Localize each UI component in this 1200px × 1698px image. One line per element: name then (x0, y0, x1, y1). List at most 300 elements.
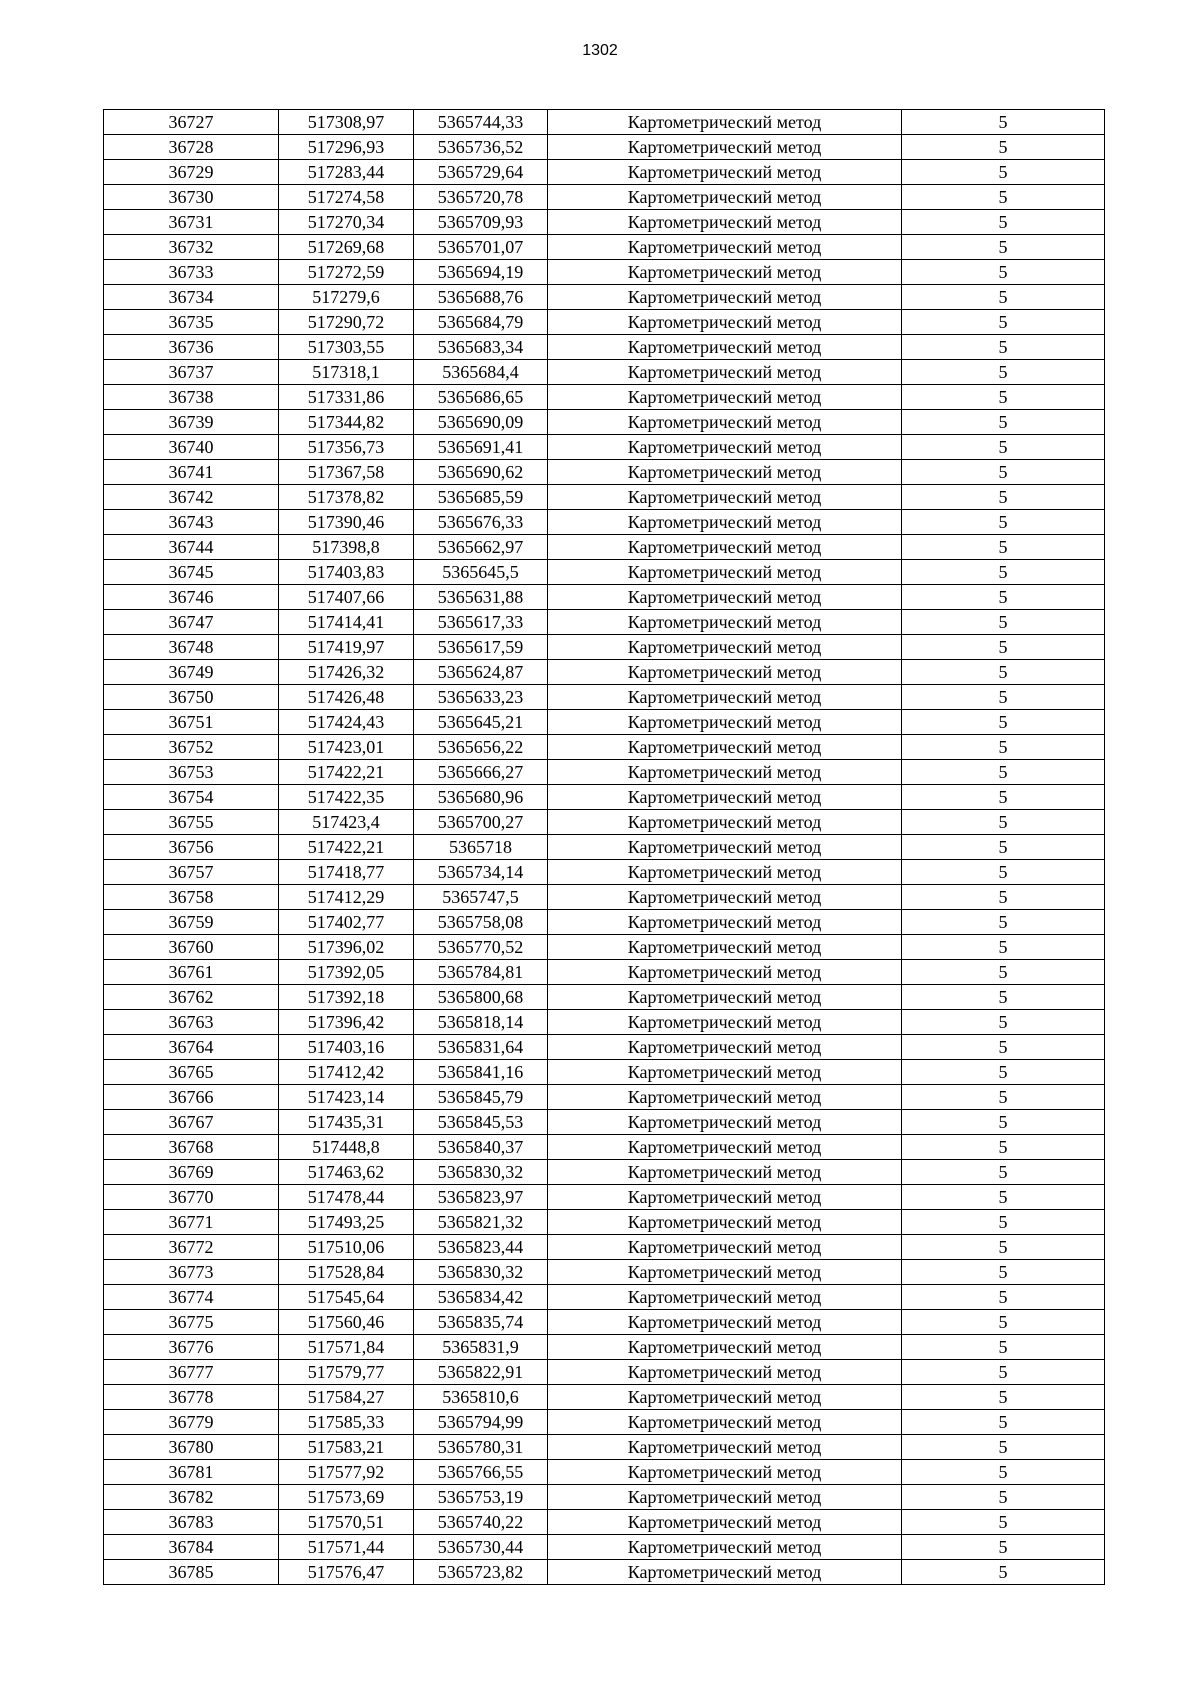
point-number-cell: 36776 (104, 1335, 279, 1360)
point-number-cell: 36751 (104, 710, 279, 735)
accuracy-cell: 5 (902, 310, 1105, 335)
x-coordinate-cell: 517378,82 (279, 485, 414, 510)
y-coordinate-cell: 5365766,55 (414, 1460, 548, 1485)
table-row (104, 1060, 1105, 1085)
y-coordinate-cell: 5365845,79 (414, 1085, 548, 1110)
method-cell: Картометрический метод (548, 410, 902, 435)
method-cell: Картометрический метод (548, 760, 902, 785)
method-cell: Картометрический метод (548, 1335, 902, 1360)
table-row (104, 760, 1105, 785)
accuracy-cell: 5 (902, 1060, 1105, 1085)
x-coordinate-cell: 517308,97 (279, 110, 414, 135)
point-number-cell: 36750 (104, 685, 279, 710)
table-row (104, 735, 1105, 760)
accuracy-cell: 5 (902, 1110, 1105, 1135)
point-number-cell: 36781 (104, 1460, 279, 1485)
x-coordinate-cell: 517570,51 (279, 1510, 414, 1535)
x-coordinate-cell: 517296,93 (279, 135, 414, 160)
point-number-cell: 36727 (104, 110, 279, 135)
table-row (104, 410, 1105, 435)
coordinates-table-body (104, 110, 1105, 1585)
accuracy-cell: 5 (902, 535, 1105, 560)
accuracy-cell: 5 (902, 1010, 1105, 1035)
y-coordinate-cell: 5365831,9 (414, 1335, 548, 1360)
accuracy-cell: 5 (902, 1160, 1105, 1185)
y-coordinate-cell: 5365685,59 (414, 485, 548, 510)
y-coordinate-cell: 5365691,41 (414, 435, 548, 460)
table-row (104, 985, 1105, 1010)
table-row (104, 685, 1105, 710)
y-coordinate-cell: 5365688,76 (414, 285, 548, 310)
method-cell: Картометрический метод (548, 1010, 902, 1035)
method-cell: Картометрический метод (548, 1260, 902, 1285)
point-number-cell: 36766 (104, 1085, 279, 1110)
y-coordinate-cell: 5365740,22 (414, 1510, 548, 1535)
y-coordinate-cell: 5365822,91 (414, 1360, 548, 1385)
point-number-cell: 36784 (104, 1535, 279, 1560)
x-coordinate-cell: 517402,77 (279, 910, 414, 935)
y-coordinate-cell: 5365744,33 (414, 110, 548, 135)
x-coordinate-cell: 517407,66 (279, 585, 414, 610)
y-coordinate-cell: 5365676,33 (414, 510, 548, 535)
point-number-cell: 36731 (104, 210, 279, 235)
method-cell: Картометрический метод (548, 1135, 902, 1160)
method-cell: Картометрический метод (548, 335, 902, 360)
page-number: 1302 (582, 42, 618, 59)
y-coordinate-cell: 5365753,19 (414, 1485, 548, 1510)
method-cell: Картометрический метод (548, 260, 902, 285)
table-row (104, 1085, 1105, 1110)
method-cell: Картометрический метод (548, 460, 902, 485)
x-coordinate-cell: 517403,83 (279, 560, 414, 585)
method-cell: Картометрический метод (548, 235, 902, 260)
accuracy-cell: 5 (902, 735, 1105, 760)
y-coordinate-cell: 5365736,52 (414, 135, 548, 160)
x-coordinate-cell: 517560,46 (279, 1310, 414, 1335)
table-row (104, 310, 1105, 335)
point-number-cell: 36742 (104, 485, 279, 510)
method-cell: Картометрический метод (548, 560, 902, 585)
x-coordinate-cell: 517412,29 (279, 885, 414, 910)
method-cell: Картометрический метод (548, 1535, 902, 1560)
y-coordinate-cell: 5365684,4 (414, 360, 548, 385)
x-coordinate-cell: 517290,72 (279, 310, 414, 335)
x-coordinate-cell: 517584,27 (279, 1385, 414, 1410)
y-coordinate-cell: 5365645,21 (414, 710, 548, 735)
table-row (104, 260, 1105, 285)
point-number-cell: 36769 (104, 1160, 279, 1185)
x-coordinate-cell: 517463,62 (279, 1160, 414, 1185)
accuracy-cell: 5 (902, 235, 1105, 260)
x-coordinate-cell: 517422,35 (279, 785, 414, 810)
point-number-cell: 36753 (104, 760, 279, 785)
method-cell: Картометрический метод (548, 810, 902, 835)
x-coordinate-cell: 517392,05 (279, 960, 414, 985)
method-cell: Картометрический метод (548, 1485, 902, 1510)
method-cell: Картометрический метод (548, 685, 902, 710)
point-number-cell: 36733 (104, 260, 279, 285)
point-number-cell: 36752 (104, 735, 279, 760)
y-coordinate-cell: 5365730,44 (414, 1535, 548, 1560)
point-number-cell: 36756 (104, 835, 279, 860)
method-cell: Картометрический метод (548, 660, 902, 685)
y-coordinate-cell: 5365830,32 (414, 1260, 548, 1285)
accuracy-cell: 5 (902, 1035, 1105, 1060)
table-row (104, 1110, 1105, 1135)
table-row (104, 1410, 1105, 1435)
point-number-cell: 36738 (104, 385, 279, 410)
x-coordinate-cell: 517269,68 (279, 235, 414, 260)
accuracy-cell: 5 (902, 435, 1105, 460)
x-coordinate-cell: 517426,48 (279, 685, 414, 710)
y-coordinate-cell: 5365700,27 (414, 810, 548, 835)
x-coordinate-cell: 517585,33 (279, 1410, 414, 1435)
point-number-cell: 36759 (104, 910, 279, 935)
point-number-cell: 36785 (104, 1560, 279, 1585)
y-coordinate-cell: 5365729,64 (414, 160, 548, 185)
y-coordinate-cell: 5365784,81 (414, 960, 548, 985)
table-row (104, 1210, 1105, 1235)
y-coordinate-cell: 5365683,34 (414, 335, 548, 360)
method-cell: Картометрический метод (548, 360, 902, 385)
accuracy-cell: 5 (902, 1235, 1105, 1260)
x-coordinate-cell: 517344,82 (279, 410, 414, 435)
accuracy-cell: 5 (902, 760, 1105, 785)
table-row (104, 235, 1105, 260)
table-row (104, 535, 1105, 560)
x-coordinate-cell: 517398,8 (279, 535, 414, 560)
table-row (104, 1260, 1105, 1285)
method-cell: Картометрический метод (548, 1385, 902, 1410)
x-coordinate-cell: 517279,6 (279, 285, 414, 310)
y-coordinate-cell: 5365831,64 (414, 1035, 548, 1060)
x-coordinate-cell: 517583,21 (279, 1435, 414, 1460)
table-row (104, 1460, 1105, 1485)
y-coordinate-cell: 5365734,14 (414, 860, 548, 885)
accuracy-cell: 5 (902, 985, 1105, 1010)
accuracy-cell: 5 (902, 1385, 1105, 1410)
point-number-cell: 36729 (104, 160, 279, 185)
method-cell: Картометрический метод (548, 1410, 902, 1435)
table-row (104, 1285, 1105, 1310)
point-number-cell: 36762 (104, 985, 279, 1010)
x-coordinate-cell: 517423,14 (279, 1085, 414, 1110)
method-cell: Картометрический метод (548, 310, 902, 335)
y-coordinate-cell: 5365821,32 (414, 1210, 548, 1235)
y-coordinate-cell: 5365841,16 (414, 1060, 548, 1085)
point-number-cell: 36758 (104, 885, 279, 910)
table-row (104, 485, 1105, 510)
point-number-cell: 36783 (104, 1510, 279, 1535)
accuracy-cell: 5 (902, 160, 1105, 185)
point-number-cell: 36744 (104, 535, 279, 560)
y-coordinate-cell: 5365662,97 (414, 535, 548, 560)
x-coordinate-cell: 517272,59 (279, 260, 414, 285)
y-coordinate-cell: 5365810,6 (414, 1385, 548, 1410)
point-number-cell: 36734 (104, 285, 279, 310)
y-coordinate-cell: 5365835,74 (414, 1310, 548, 1335)
y-coordinate-cell: 5365800,68 (414, 985, 548, 1010)
method-cell: Картометрический метод (548, 135, 902, 160)
y-coordinate-cell: 5365617,59 (414, 635, 548, 660)
table-row (104, 210, 1105, 235)
table-row (104, 810, 1105, 835)
accuracy-cell: 5 (902, 935, 1105, 960)
point-number-cell: 36777 (104, 1360, 279, 1385)
method-cell: Картометрический метод (548, 485, 902, 510)
accuracy-cell: 5 (902, 1510, 1105, 1535)
method-cell: Картометрический метод (548, 1560, 902, 1585)
table-row (104, 1160, 1105, 1185)
table-row (104, 510, 1105, 535)
accuracy-cell: 5 (902, 410, 1105, 435)
y-coordinate-cell: 5365718 (414, 835, 548, 860)
accuracy-cell: 5 (902, 385, 1105, 410)
y-coordinate-cell: 5365823,44 (414, 1235, 548, 1260)
y-coordinate-cell: 5365684,79 (414, 310, 548, 335)
y-coordinate-cell: 5365633,23 (414, 685, 548, 710)
x-coordinate-cell: 517435,31 (279, 1110, 414, 1135)
point-number-cell: 36736 (104, 335, 279, 360)
x-coordinate-cell: 517422,21 (279, 760, 414, 785)
method-cell: Картометрический метод (548, 1085, 902, 1110)
accuracy-cell: 5 (902, 835, 1105, 860)
y-coordinate-cell: 5365830,32 (414, 1160, 548, 1185)
point-number-cell: 36779 (104, 1410, 279, 1435)
method-cell: Картометрический метод (548, 385, 902, 410)
point-number-cell: 36746 (104, 585, 279, 610)
point-number-cell: 36748 (104, 635, 279, 660)
y-coordinate-cell: 5365680,96 (414, 785, 548, 810)
y-coordinate-cell: 5365823,97 (414, 1185, 548, 1210)
table-row (104, 460, 1105, 485)
y-coordinate-cell: 5365701,07 (414, 235, 548, 260)
table-row (104, 1360, 1105, 1385)
table-row (104, 360, 1105, 385)
accuracy-cell: 5 (902, 1135, 1105, 1160)
method-cell: Картометрический метод (548, 1035, 902, 1060)
method-cell: Картометрический метод (548, 1060, 902, 1085)
x-coordinate-cell: 517392,18 (279, 985, 414, 1010)
method-cell: Картометрический метод (548, 885, 902, 910)
method-cell: Картометрический метод (548, 935, 902, 960)
x-coordinate-cell: 517576,47 (279, 1560, 414, 1585)
table-row (104, 910, 1105, 935)
x-coordinate-cell: 517419,97 (279, 635, 414, 660)
accuracy-cell: 5 (902, 1435, 1105, 1460)
point-number-cell: 36767 (104, 1110, 279, 1135)
accuracy-cell: 5 (902, 685, 1105, 710)
table-row (104, 185, 1105, 210)
table-row (104, 935, 1105, 960)
point-number-cell: 36763 (104, 1010, 279, 1035)
accuracy-cell: 5 (902, 460, 1105, 485)
point-number-cell: 36737 (104, 360, 279, 385)
table-row (104, 860, 1105, 885)
accuracy-cell: 5 (902, 135, 1105, 160)
accuracy-cell: 5 (902, 1560, 1105, 1585)
accuracy-cell: 5 (902, 210, 1105, 235)
table-row (104, 435, 1105, 460)
method-cell: Картометрический метод (548, 1235, 902, 1260)
y-coordinate-cell: 5365690,09 (414, 410, 548, 435)
accuracy-cell: 5 (902, 260, 1105, 285)
table-row (104, 1035, 1105, 1060)
method-cell: Картометрический метод (548, 585, 902, 610)
accuracy-cell: 5 (902, 710, 1105, 735)
accuracy-cell: 5 (902, 1410, 1105, 1435)
x-coordinate-cell: 517579,77 (279, 1360, 414, 1385)
accuracy-cell: 5 (902, 1360, 1105, 1385)
table-row (104, 660, 1105, 685)
x-coordinate-cell: 517418,77 (279, 860, 414, 885)
accuracy-cell: 5 (902, 1260, 1105, 1285)
table-row (104, 1560, 1105, 1585)
table-row (104, 835, 1105, 860)
method-cell: Картометрический метод (548, 860, 902, 885)
point-number-cell: 36761 (104, 960, 279, 985)
accuracy-cell: 5 (902, 1335, 1105, 1360)
point-number-cell: 36749 (104, 660, 279, 685)
table-row (104, 1010, 1105, 1035)
x-coordinate-cell: 517426,32 (279, 660, 414, 685)
table-row (104, 960, 1105, 985)
y-coordinate-cell: 5365747,5 (414, 885, 548, 910)
y-coordinate-cell: 5365617,33 (414, 610, 548, 635)
method-cell: Картометрический метод (548, 735, 902, 760)
x-coordinate-cell: 517412,42 (279, 1060, 414, 1085)
table-row (104, 1385, 1105, 1410)
point-number-cell: 36773 (104, 1260, 279, 1285)
point-number-cell: 36745 (104, 560, 279, 585)
method-cell: Картометрический метод (548, 1160, 902, 1185)
table-row (104, 1135, 1105, 1160)
table-row (104, 1535, 1105, 1560)
table-row (104, 1235, 1105, 1260)
point-number-cell: 36770 (104, 1185, 279, 1210)
method-cell: Картометрический метод (548, 535, 902, 560)
method-cell: Картометрический метод (548, 1510, 902, 1535)
x-coordinate-cell: 517493,25 (279, 1210, 414, 1235)
table-row (104, 710, 1105, 735)
accuracy-cell: 5 (902, 910, 1105, 935)
accuracy-cell: 5 (902, 485, 1105, 510)
accuracy-cell: 5 (902, 110, 1105, 135)
x-coordinate-cell: 517571,84 (279, 1335, 414, 1360)
x-coordinate-cell: 517274,58 (279, 185, 414, 210)
method-cell: Картометрический метод (548, 1435, 902, 1460)
x-coordinate-cell: 517478,44 (279, 1185, 414, 1210)
y-coordinate-cell: 5365834,42 (414, 1285, 548, 1310)
x-coordinate-cell: 517528,84 (279, 1260, 414, 1285)
x-coordinate-cell: 517545,64 (279, 1285, 414, 1310)
point-number-cell: 36747 (104, 610, 279, 635)
accuracy-cell: 5 (902, 585, 1105, 610)
point-number-cell: 36754 (104, 785, 279, 810)
x-coordinate-cell: 517270,34 (279, 210, 414, 235)
point-number-cell: 36782 (104, 1485, 279, 1510)
point-number-cell: 36743 (104, 510, 279, 535)
method-cell: Картометрический метод (548, 110, 902, 135)
point-number-cell: 36757 (104, 860, 279, 885)
y-coordinate-cell: 5365780,31 (414, 1435, 548, 1460)
y-coordinate-cell: 5365645,5 (414, 560, 548, 585)
point-number-cell: 36764 (104, 1035, 279, 1060)
table-row (104, 1310, 1105, 1335)
x-coordinate-cell: 517571,44 (279, 1535, 414, 1560)
table-row (104, 610, 1105, 635)
accuracy-cell: 5 (902, 660, 1105, 685)
x-coordinate-cell: 517422,21 (279, 835, 414, 860)
y-coordinate-cell: 5365794,99 (414, 1410, 548, 1435)
x-coordinate-cell: 517577,92 (279, 1460, 414, 1485)
accuracy-cell: 5 (902, 885, 1105, 910)
x-coordinate-cell: 517367,58 (279, 460, 414, 485)
table-row (104, 885, 1105, 910)
method-cell: Картометрический метод (548, 1285, 902, 1310)
method-cell: Картометрический метод (548, 1310, 902, 1335)
point-number-cell: 36735 (104, 310, 279, 335)
accuracy-cell: 5 (902, 1285, 1105, 1310)
point-number-cell: 36739 (104, 410, 279, 435)
point-number-cell: 36760 (104, 935, 279, 960)
point-number-cell: 36740 (104, 435, 279, 460)
coordinates-table (103, 109, 1105, 1585)
x-coordinate-cell: 517318,1 (279, 360, 414, 385)
point-number-cell: 36771 (104, 1210, 279, 1235)
y-coordinate-cell: 5365686,65 (414, 385, 548, 410)
method-cell: Картометрический метод (548, 285, 902, 310)
method-cell: Картометрический метод (548, 510, 902, 535)
table-row (104, 285, 1105, 310)
accuracy-cell: 5 (902, 1535, 1105, 1560)
table-row (104, 1435, 1105, 1460)
y-coordinate-cell: 5365770,52 (414, 935, 548, 960)
point-number-cell: 36772 (104, 1235, 279, 1260)
x-coordinate-cell: 517331,86 (279, 385, 414, 410)
method-cell: Картометрический метод (548, 985, 902, 1010)
method-cell: Картометрический метод (548, 160, 902, 185)
y-coordinate-cell: 5365840,37 (414, 1135, 548, 1160)
y-coordinate-cell: 5365656,22 (414, 735, 548, 760)
point-number-cell: 36768 (104, 1135, 279, 1160)
accuracy-cell: 5 (902, 610, 1105, 635)
x-coordinate-cell: 517510,06 (279, 1235, 414, 1260)
y-coordinate-cell: 5365720,78 (414, 185, 548, 210)
x-coordinate-cell: 517390,46 (279, 510, 414, 535)
accuracy-cell: 5 (902, 560, 1105, 585)
accuracy-cell: 5 (902, 285, 1105, 310)
point-number-cell: 36730 (104, 185, 279, 210)
x-coordinate-cell: 517403,16 (279, 1035, 414, 1060)
table-row (104, 785, 1105, 810)
accuracy-cell: 5 (902, 810, 1105, 835)
method-cell: Картометрический метод (548, 1185, 902, 1210)
method-cell: Картометрический метод (548, 1360, 902, 1385)
method-cell: Картометрический метод (548, 1210, 902, 1235)
accuracy-cell: 5 (902, 1185, 1105, 1210)
table-row (104, 160, 1105, 185)
x-coordinate-cell: 517396,42 (279, 1010, 414, 1035)
x-coordinate-cell: 517423,01 (279, 735, 414, 760)
table-row (104, 1485, 1105, 1510)
table-row (104, 560, 1105, 585)
x-coordinate-cell: 517414,41 (279, 610, 414, 635)
accuracy-cell: 5 (902, 510, 1105, 535)
table-row (104, 1335, 1105, 1360)
accuracy-cell: 5 (902, 360, 1105, 385)
point-number-cell: 36775 (104, 1310, 279, 1335)
